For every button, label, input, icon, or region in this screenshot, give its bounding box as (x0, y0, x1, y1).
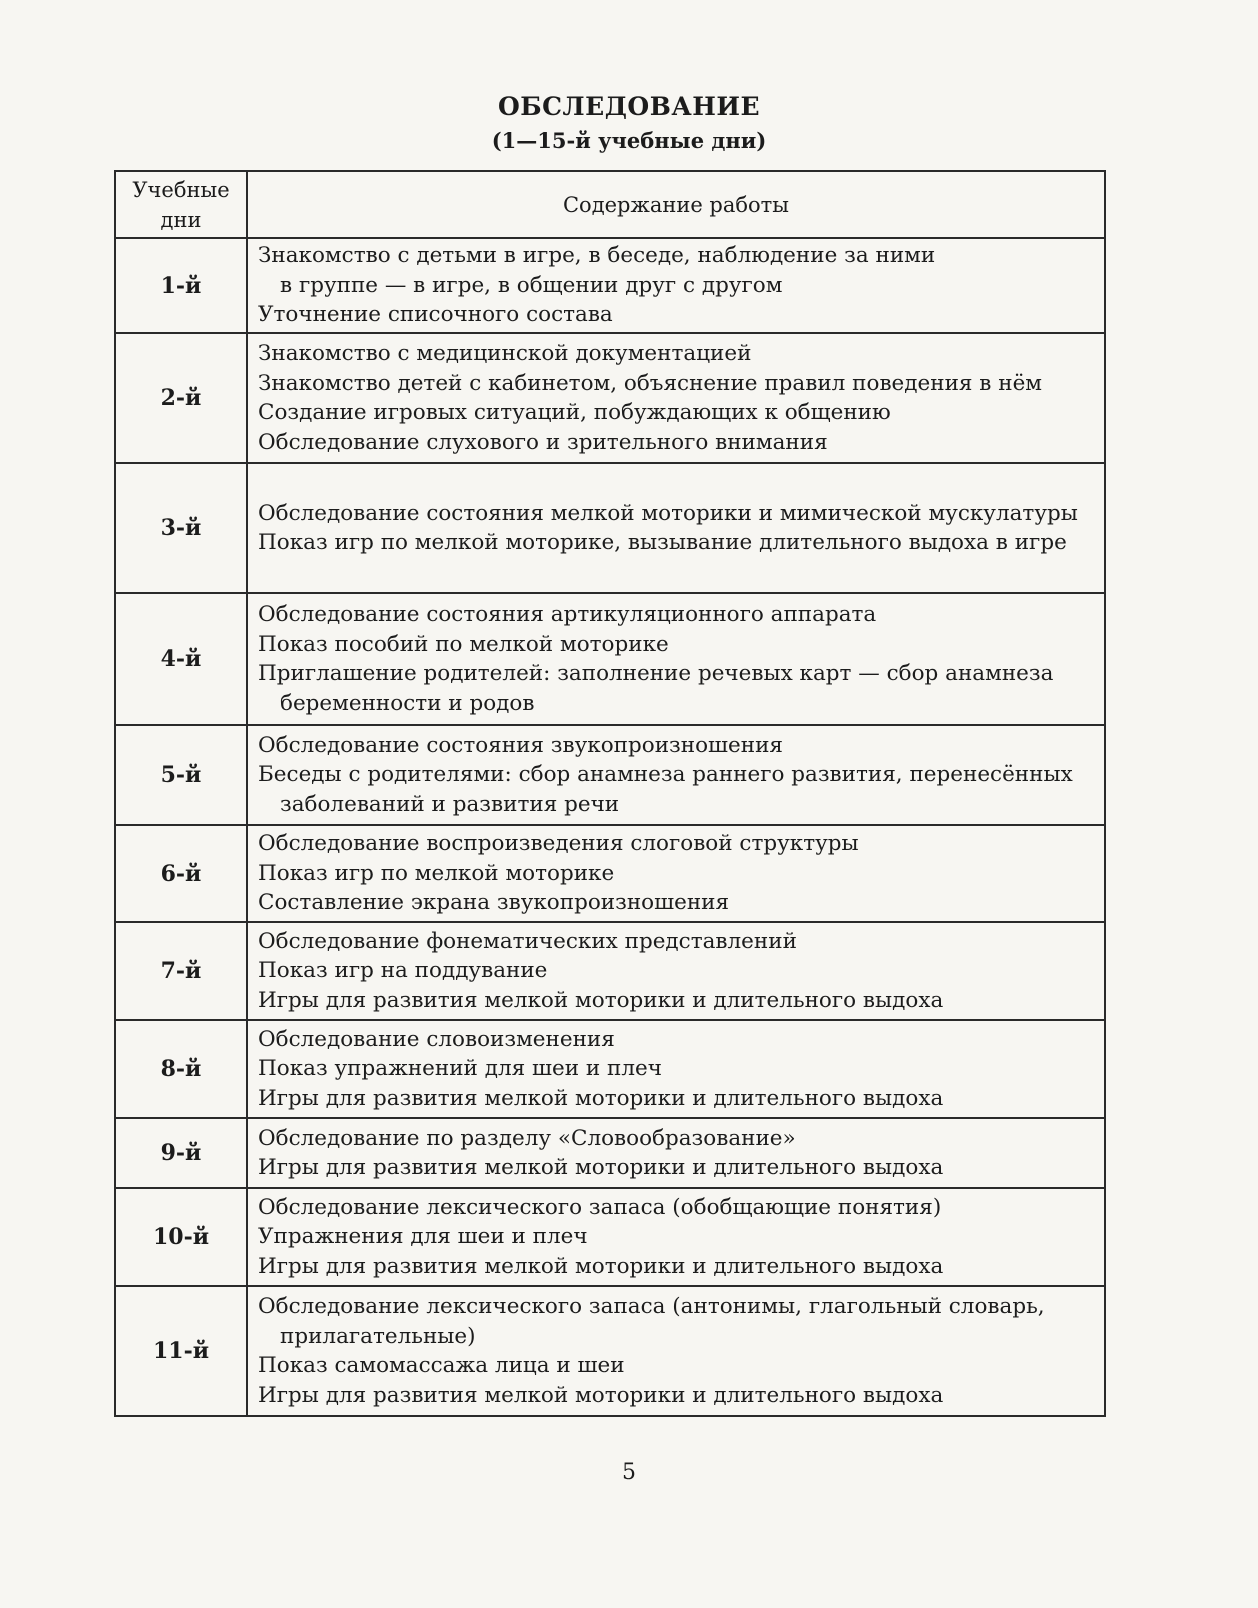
content-line: Обследование лексического запаса (антонимы, глагольный словарь, прилагательные) (258, 1294, 1045, 1349)
content-cell (247, 1020, 1105, 1118)
content-cell (247, 333, 1105, 463)
day-cell: 10-й (115, 1188, 247, 1286)
table-row (115, 1118, 1105, 1188)
content-line: Знакомство с медицинской документацией (258, 341, 752, 366)
table-row (115, 1286, 1105, 1416)
content-line: Игры для развития мелкой моторики и длительного выдоха (258, 1155, 944, 1180)
day-cell: 1-й (115, 238, 247, 333)
table-row (115, 922, 1105, 1020)
content-line: Обследование по разделу «Словообразование» (258, 1125, 796, 1151)
content-line: Упражнения для шеи и плеч (258, 1224, 588, 1250)
table-row (115, 1188, 1105, 1286)
day-cell: 8-й (115, 1020, 247, 1118)
content-cell (247, 825, 1105, 922)
content-cell (247, 725, 1105, 825)
table-header-row (115, 171, 1105, 238)
content-line: Создание игровых ситуаций, побуждающих к общению (258, 400, 891, 425)
table-row (115, 333, 1105, 463)
content-cell (247, 1188, 1105, 1286)
content-line: Показ игр по мелкой моторике (258, 860, 615, 886)
schedule-table (114, 170, 1106, 1417)
content-line: Знакомство детей с кабинетом, объяснение правил поведения в нём (258, 370, 1043, 396)
table-row (115, 593, 1105, 725)
content-line: Показ игр на поддувание (258, 958, 548, 984)
content-line: Показ упражнений для шеи и плеч (258, 1056, 662, 1082)
day-cell: 7-й (115, 922, 247, 1020)
content-line: Уточнение списочного состава (258, 302, 613, 328)
day-cell: 2-й (115, 333, 247, 463)
content-line: Обследование фонематических представлений (258, 928, 797, 954)
content-line: Обследование словоизменения (258, 1026, 615, 1052)
header-content: Содержание работы (247, 171, 1105, 238)
content-line: Обследование состояния мелкой моторики и мимической мускулатуры (258, 500, 1078, 526)
content-line: Обследование состояния звукопроизношения (258, 732, 783, 758)
content-line: Показ игр по мелкой моторике, вызывание длительного выдоха в игре (258, 530, 1067, 555)
content-line: Обследование воспроизведения слоговой структуры (258, 831, 859, 857)
page-title: ОБСЛЕДОВАНИЕ (498, 92, 760, 121)
page-subtitle: (1—15-й учебные дни) (491, 128, 767, 153)
content-line: Беседы с родителями: сбор анамнеза раннего развития, перенесённых заболеваний и развития речи (258, 762, 1073, 817)
content-line: Игры для развития мелкой моторики и длительного выдоха (258, 1253, 944, 1279)
content-cell (247, 1286, 1105, 1416)
table-row (115, 1020, 1105, 1118)
content-cell (247, 593, 1105, 725)
content-line: Показ пособий по мелкой моторике (258, 631, 669, 657)
content-line: Показ самомассажа лица и шеи (258, 1353, 625, 1378)
day-cell: 5-й (115, 725, 247, 825)
table-row (115, 725, 1105, 825)
table-row (115, 825, 1105, 922)
content-cell (247, 463, 1105, 593)
content-cell (247, 1118, 1105, 1188)
day-cell: 6-й (115, 825, 247, 922)
content-cell (247, 922, 1105, 1020)
day-cell: 4-й (115, 593, 247, 725)
content-line: Обследование состояния артикуляционного аппарата (258, 602, 877, 627)
table-row (115, 238, 1105, 333)
content-line: Игры для развития мелкой моторики и длительного выдоха (258, 1085, 944, 1111)
day-cell: 3-й (115, 463, 247, 593)
day-cell: 9-й (115, 1118, 247, 1188)
content-line: Игры для развития мелкой моторики и длительного выдоха (258, 987, 944, 1013)
header-days: Учебные дни (115, 171, 247, 238)
content-line: Обследование слухового и зрительного внимания (258, 429, 828, 455)
content-line: Обследование лексического запаса (обобщающие понятия) (258, 1194, 942, 1220)
content-line: в группе — в игре, в общении друг с другом (280, 272, 783, 298)
content-line: Знакомство с детьми в игре, в беседе, наблюдение за ними (258, 243, 936, 269)
content-line: Игры для развития мелкой моторики и длительного выдоха (258, 1382, 944, 1408)
content-line: Приглашение родителей: заполнение речевых карт — сбор анамнеза беременности и родов (258, 661, 1054, 716)
content-line: Составление экрана звукопроизношения (258, 890, 730, 916)
day-cell: 11-й (115, 1286, 247, 1416)
table-row (115, 463, 1105, 593)
page-number: 5 (622, 1460, 636, 1485)
content-cell (247, 238, 1105, 333)
